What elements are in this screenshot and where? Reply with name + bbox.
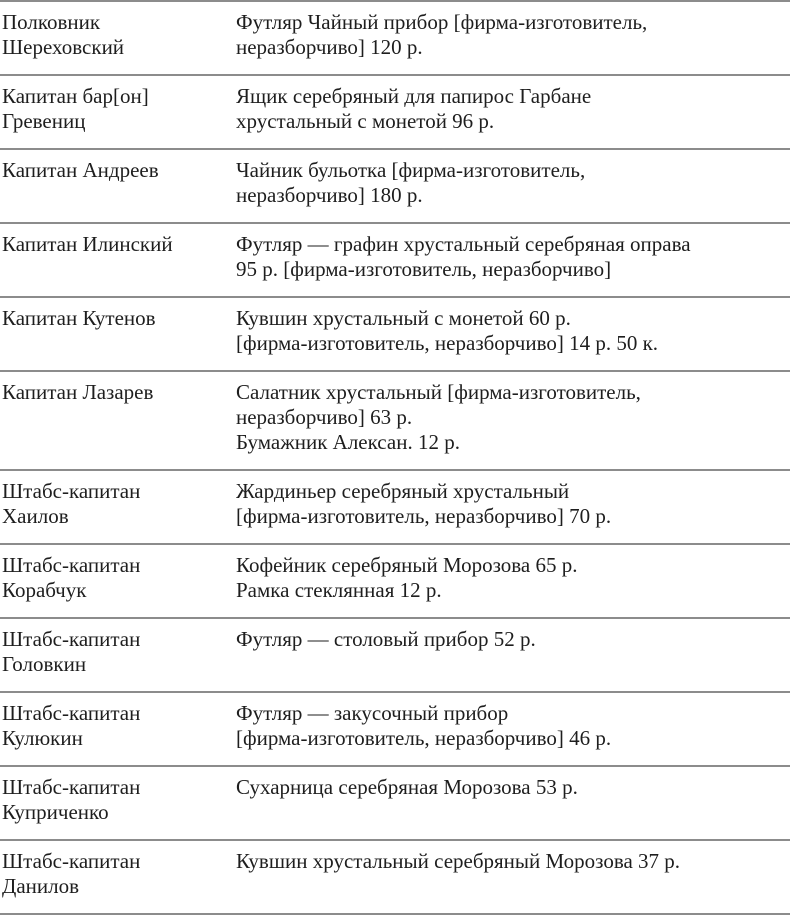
item-cell xyxy=(236,544,790,618)
item-line: хрустальный с монетой 96 р. xyxy=(236,109,495,133)
item-cell xyxy=(236,223,790,297)
item-line: Чайник бульотка [фирма-изготовитель, xyxy=(236,158,586,182)
item-line: Рамка стеклянная 12 р. xyxy=(236,578,442,602)
item-cell xyxy=(236,297,790,371)
item-line: Футляр Чайный прибор [фирма-изготовитель, xyxy=(236,10,648,34)
table-row xyxy=(0,149,790,223)
table-row xyxy=(0,470,790,544)
item-line: [фирма-изготовитель, неразборчиво] 14 р. 50 к. xyxy=(236,331,659,355)
item-line: Ящик серебряный для папирос Гарбане xyxy=(236,84,592,108)
table-row xyxy=(0,618,790,692)
item-line: Бумажник Алексан. 12 р. xyxy=(236,430,460,454)
item-cell xyxy=(236,618,790,692)
person-cell xyxy=(0,75,236,149)
table-row xyxy=(0,766,790,840)
person-cell xyxy=(0,223,236,297)
item-line: Футляр — столовый прибор 52 р. xyxy=(236,627,536,651)
table-row xyxy=(0,223,790,297)
person-line: Штабс-капитан xyxy=(2,627,141,651)
table-row xyxy=(0,75,790,149)
item-cell xyxy=(236,766,790,840)
table-row xyxy=(0,1,790,75)
item-line: Жардиньер серебряный хрустальный xyxy=(236,479,570,503)
person-line: Штабс-капитан xyxy=(2,849,141,873)
person-line: Капитан Илинский xyxy=(2,232,173,256)
table-row xyxy=(0,371,790,470)
person-cell xyxy=(0,766,236,840)
person-cell xyxy=(0,618,236,692)
table-row xyxy=(0,297,790,371)
item-line: Салатник хрустальный [фирма-изготовитель, xyxy=(236,380,641,404)
item-cell xyxy=(236,692,790,766)
person-line: Полковник xyxy=(2,10,101,34)
person-line: Корабчук xyxy=(2,578,87,602)
item-line: Кофейник серебряный Морозова 65 р. xyxy=(236,553,578,577)
person-cell xyxy=(0,840,236,914)
item-line: неразборчиво] 63 р. xyxy=(236,405,413,429)
item-line: неразборчиво] 120 р. xyxy=(236,35,423,59)
person-cell xyxy=(0,544,236,618)
person-line: Кулюкин xyxy=(2,726,83,750)
item-cell xyxy=(236,470,790,544)
person-line: Гревениц xyxy=(2,109,86,133)
item-line: Кувшин хрустальный с монетой 60 р. xyxy=(236,306,571,330)
person-cell xyxy=(0,297,236,371)
table-row xyxy=(0,544,790,618)
item-line: Футляр — графин хрустальный серебряная оправа xyxy=(236,232,691,256)
person-cell xyxy=(0,470,236,544)
item-line: 95 р. [фирма-изготовитель, неразборчиво] xyxy=(236,257,612,281)
item-line: Кувшин хрустальный серебряный Морозова 37 р. xyxy=(236,849,681,873)
person-line: Капитан Лазарев xyxy=(2,380,154,404)
item-line: Футляр — закусочный прибор xyxy=(236,701,509,725)
item-line: [фирма-изготовитель, неразборчиво] 46 р. xyxy=(236,726,612,750)
person-line: Головкин xyxy=(2,652,87,676)
person-cell xyxy=(0,149,236,223)
item-line: неразборчиво] 180 р. xyxy=(236,183,423,207)
person-cell xyxy=(0,1,236,75)
person-line: Хаилов xyxy=(2,504,69,528)
table-row xyxy=(0,692,790,766)
person-line: Штабс-капитан xyxy=(2,775,141,799)
item-line: [фирма-изготовитель, неразборчиво] 70 р. xyxy=(236,504,612,528)
person-line: Штабс-капитан xyxy=(2,701,141,725)
person-line: Капитан бар[он] xyxy=(2,84,149,108)
person-line: Капитан Андреев xyxy=(2,158,159,182)
person-line: Штабс-капитан xyxy=(2,553,141,577)
person-line: Шереховский xyxy=(2,35,125,59)
item-cell xyxy=(236,371,790,470)
person-cell xyxy=(0,692,236,766)
item-cell xyxy=(236,75,790,149)
item-cell xyxy=(236,840,790,914)
person-line: Капитан Кутенов xyxy=(2,306,156,330)
item-cell xyxy=(236,149,790,223)
table-row xyxy=(0,840,790,914)
person-line: Данилов xyxy=(2,874,80,898)
person-line: Штабс-капитан xyxy=(2,479,141,503)
person-line: Куприченко xyxy=(2,800,109,824)
item-line: Сухарница серебряная Морозова 53 р. xyxy=(236,775,578,799)
person-cell xyxy=(0,371,236,470)
item-cell xyxy=(236,1,790,75)
